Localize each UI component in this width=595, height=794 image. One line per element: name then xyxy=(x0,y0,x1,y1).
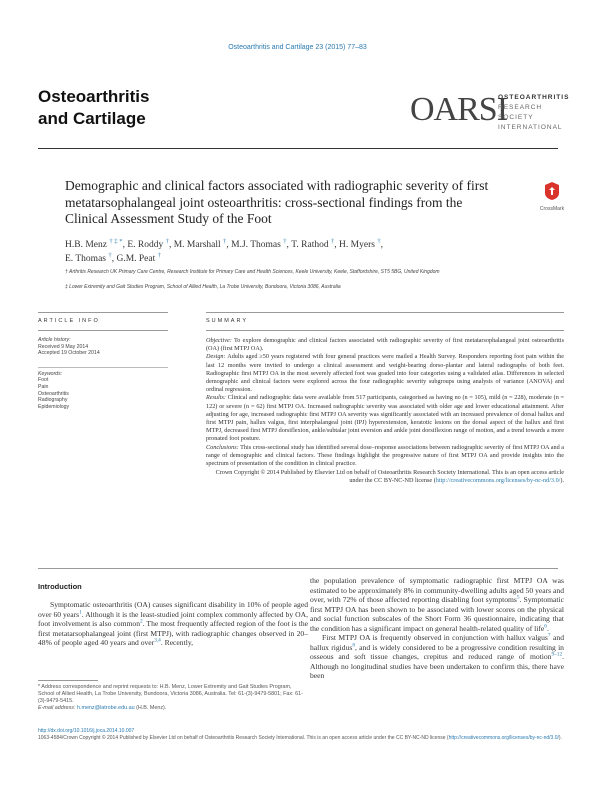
journal-title-line-2: and Cartilage xyxy=(38,109,146,128)
abstract-results: Results: Clinical and radiographic data were available from 517 participants, categorised as having no (n = 105), mild (n = 228), moderate (n = 122) or severe (n = 62) first MTPJ OA. Increased radiographic severity was associated with older age and lower educational attainment. After adjusting for age, increased radiographic first MTPJ OA severity was significantly associated with an increased prevalence of dorsal hallux and first MTPJ pain, hallux valgus, first interphalangeal joint (IPJ) hyperextension, keratotic lesions on the dorsal aspect of the hallux and first MTPJ, decreased first MTPJ dorsiflexion, ankle/subtalar joint eversion and ankle joint dorsiflexion range of motion, and a trend towards a more pronated foot posture. xyxy=(206,394,564,443)
citation-link[interactable]: 5 xyxy=(516,594,520,601)
doi-link[interactable]: http://dx.doi.org/10.1016/j.joca.2014.10.007 xyxy=(38,728,135,734)
info-divider xyxy=(38,357,168,368)
history-label: Article history: xyxy=(38,337,71,343)
citation-link[interactable]: 8 xyxy=(352,641,355,648)
author[interactable]: M. Marshall †, xyxy=(173,237,232,250)
citation-link[interactable]: 6 xyxy=(544,622,547,629)
author[interactable]: H.B. Menz † ‡ *, xyxy=(65,237,128,250)
author-line-2 xyxy=(65,252,535,266)
footnote-rule xyxy=(38,680,98,681)
article-title: Demographic and clinical factors associated with radiographic severity of first metatarsophalangeal joint osteoarthritis: cross-sectional findings from the Clinical Assessment Study of the Foot xyxy=(65,178,489,226)
license-link[interactable]: http://creativecommons.org/licenses/by-nc-nd/3.0/ xyxy=(435,477,561,485)
crossmark-label: CrossMark xyxy=(539,206,565,212)
license-link[interactable]: http://creativecommons.org/licenses/by-nc-nd/3.0/ xyxy=(448,735,559,742)
oarsi-sub-line-2: RESEARCH SOCIETY xyxy=(498,104,543,121)
author-line-1 xyxy=(65,238,535,252)
intro-paragraph-2: the population prevalence of symptomatic radiographic first MTPJ OA was estimated to be approximately 8% in community-dwelling adults aged 50 years and over, with 72% of those affected reporting disabling foot symptoms$^5$. Symptomatic first MTPJ OA has been shown to be associated with lower scores on the physical and social function subscales of the Short Form 36 questionnaire, indicating that the condition has a significant impact on general health-related quality of life$^6$. xyxy=(310,576,565,633)
intro-paragraph-1: Symptomatic osteoarthritis (OA) causes significant disability in 10% of people aged over 60 years$^1$. Although it is the least-studied joint complex commonly affected by OA, foot involvement is also common$^2$. The most frequently affected region of the foot is the first metatarsophalangeal joint (first MTPJ), with radiographic changes observed in 20–48% of people aged 40 years and over$^{3,4}$. Recently, xyxy=(38,600,308,647)
journal-reference[interactable]: Osteoarthritis and Cartilage 23 (2015) 77–83 xyxy=(228,44,367,51)
oarsi-logo xyxy=(410,90,570,134)
citation-link[interactable]: 3,4 xyxy=(154,637,161,644)
intro-left-column xyxy=(38,600,308,648)
journal-title-line-1: Osteoarthritis xyxy=(38,87,150,106)
citation-link[interactable]: 7 xyxy=(547,632,551,639)
article-info-rule-2 xyxy=(38,330,168,331)
correspondence-footnote xyxy=(38,684,308,712)
bottom-note xyxy=(38,728,568,742)
abstract-copyright: Crown Copyright © 2014 Published by Elsevier Ltd on behalf of Osteoarthritis Research Society International. This is an open access article under the CC BY-NC-ND license (http://creativecommons.org/licenses/by-nc-nd/3.0/). xyxy=(215,469,564,485)
summary-rule xyxy=(206,312,564,313)
citation-link[interactable]: 9–12 xyxy=(551,651,563,658)
abstract-bottom-rule xyxy=(38,568,558,569)
author[interactable]: E. Roddy †, xyxy=(127,237,174,250)
abstract-conclusions: Conclusions: This cross-sectional study has identified several dose–response associations between radiographic severity of first MTPJ OA and a range of demographic and clinical factors. These findings highlight the progressive nature of first MTPJ OA and provide insights into the spectrum of presentation of the condition in clinical practice. xyxy=(206,443,564,468)
header-divider xyxy=(38,148,558,149)
keyword: Foot xyxy=(38,377,49,384)
keyword: Pain xyxy=(38,383,49,390)
email-line: E-mail address: h.menz@latrobe.edu.au (H.B. Menz). xyxy=(38,705,167,711)
author[interactable]: E. Thomas †, xyxy=(65,251,117,264)
accepted-date: Accepted 19 October 2014 xyxy=(38,350,100,357)
license-note: 1063-4584/Crown Copyright © 2014 Published by Elsevier Ltd on behalf of Osteoarthritis Research Society International. This is an open access article under the CC BY-NC-ND license (http://creativecommons.org/licenses/by-nc-nd/3.0/). xyxy=(38,735,562,742)
author[interactable]: H. Myers †, xyxy=(339,237,384,250)
keywords-label: Keywords: xyxy=(38,370,63,377)
citation-link[interactable]: 2 xyxy=(140,618,143,625)
author[interactable]: M.J. Thomas †, xyxy=(231,237,292,250)
correspondence-address: * Address correspondence and reprint requests to: H.B. Menz, Lower Extremity and Gait Studies Program, School of Allied Health, La Trobe University, Bundoora, Victoria 3086, Australia. Tel: 61-(3)-9479-5801; Fax: 61-(3)-9479-5415. xyxy=(38,684,303,704)
keyword: Radiography xyxy=(38,397,68,404)
intro-paragraph-3: First MTPJ OA is frequently observed in conjunction with hallux valgus$^7$ and hallux rigidus$^8$, and is widely considered to be a progressive condition resulting in osseous and soft tissue changes, crepitus and reduced range of motion$^{9-12}$. Although no longitudinal studies have been undertaken to confirm this, there have been xyxy=(310,632,564,680)
citation-link[interactable]: 1 xyxy=(79,608,82,615)
oarsi-sub-line-3: INTERNATIONAL xyxy=(498,124,563,131)
oarsi-sub-line-1: OSTEOARTHRITIS xyxy=(498,94,570,101)
author[interactable]: G.M. Peat † xyxy=(116,251,161,264)
journal-title xyxy=(38,86,149,130)
summary-heading: SUMMARY xyxy=(206,318,249,324)
article-info xyxy=(38,337,168,410)
article-info-rule xyxy=(38,312,168,313)
oarsi-logo-text: OARSI xyxy=(410,91,508,128)
abstract-objective: Objective: To explore demographic and clinical factors associated with radiographic severity of first metatarsophalangeal joint osteoarthritis (OA) (first MTPJ OA). xyxy=(206,337,564,353)
author[interactable]: T. Rathod †, xyxy=(291,237,340,250)
affiliation-2: ‡ Lower Extremity and Gait Studies Program, School of Allied Health, La Trobe University, Bundoora, Victoria 3086, Australia xyxy=(65,284,341,290)
article-info-heading: ARTICLE INFO xyxy=(38,318,100,324)
oarsi-logo-subtitle xyxy=(498,93,569,133)
author-list xyxy=(65,238,535,266)
crossmark-badge[interactable] xyxy=(532,182,572,212)
abstract-design: Design: Adults aged ≥50 years registered with four general practices were mailed a Health Survey. Responders reporting foot pain within the last 12 months were invited to undergo a clinical assessment and weight-bearing dorso-plantar and lateral radiographs of both feet. Radiographic first MTPJ OA in the most severely affected foot was graded into four categories using a validated atlas. Differences in selected demographic and clinical factors were explored across the four radiographic severity subgroups using analysis of variance (ANOVA) and ordinal regression. xyxy=(206,353,564,394)
keyword: Epidemiology xyxy=(38,403,70,410)
abstract xyxy=(206,337,564,486)
received-date: Received 9 May 2014 xyxy=(38,343,89,350)
crossmark-icon xyxy=(545,182,559,200)
affiliation-1: † Arthritis Research UK Primary Care Centre, Research Institute for Primary Care and Health Sciences, Keele University, Keele, Staffordshire, ST5 5BG, United Kingdom xyxy=(65,269,440,275)
introduction-heading: Introduction xyxy=(38,582,82,591)
summary-rule-2 xyxy=(206,330,564,331)
email-link[interactable]: h.menz@latrobe.edu.au xyxy=(76,705,135,711)
intro-right-column xyxy=(310,576,564,681)
keyword: Osteoarthritis xyxy=(38,390,69,397)
